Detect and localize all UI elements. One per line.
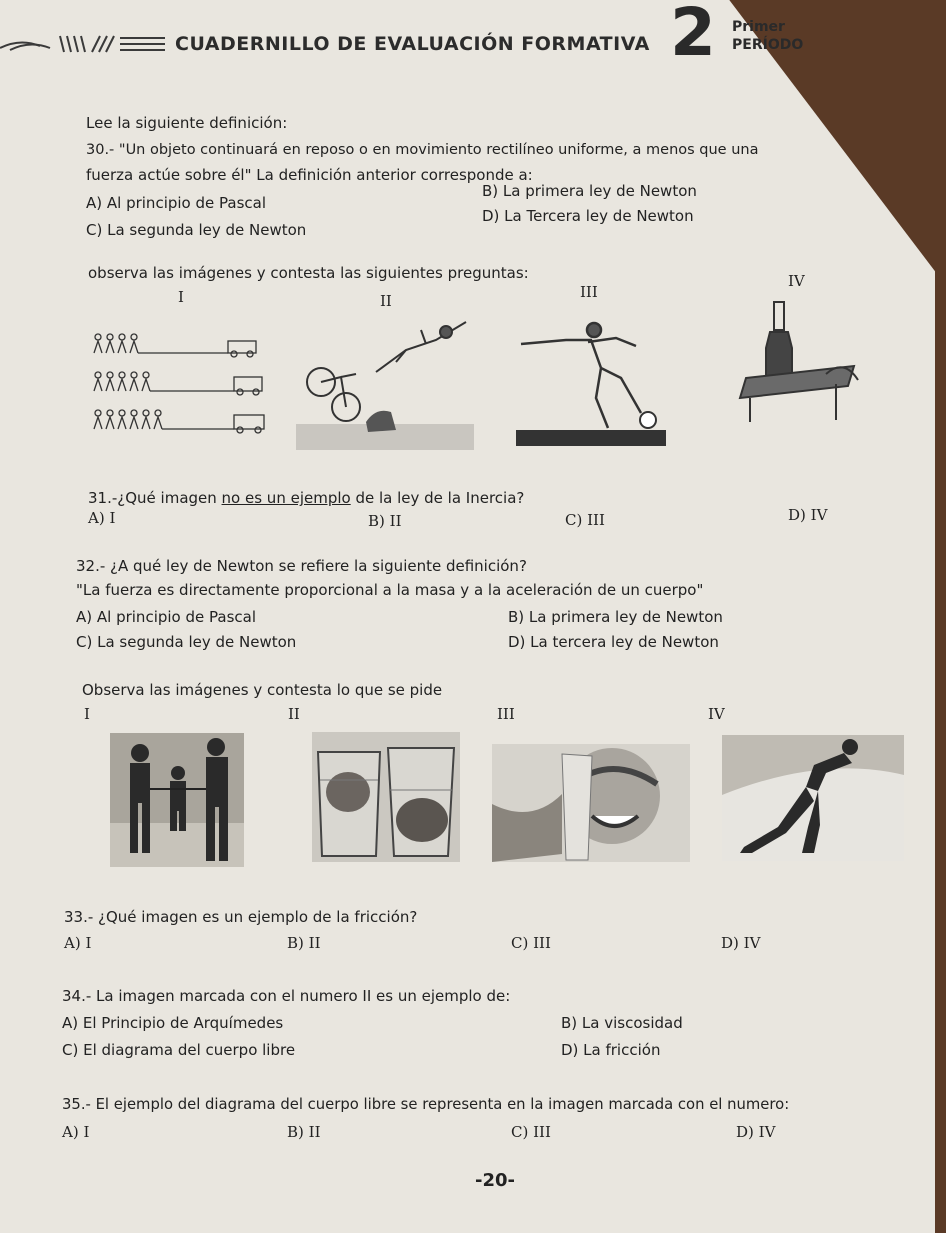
photo-speed-skater	[722, 735, 904, 861]
booklet-title: CUADERNILLO DE EVALUACIÓN FORMATIVA	[175, 33, 650, 55]
q34-option-d[interactable]: D) La fricción	[561, 1041, 661, 1059]
section2-label-4: IV	[708, 705, 725, 723]
q35-option-b[interactable]: B) II	[287, 1123, 321, 1141]
decorative-stripes-icon	[0, 34, 170, 54]
q33-text: 33.- ¿Qué imagen es un ejemplo de la fricción?	[64, 908, 418, 926]
q32-text-line1: 32.- ¿A qué ley de Newton se refiere la siguiente definición?	[76, 557, 527, 575]
q32-option-a[interactable]: A) Al principio de Pascal	[76, 608, 256, 626]
q31-option-b[interactable]: B) II	[368, 512, 402, 530]
image-people-cars	[88, 325, 278, 445]
section1-label-4: IV	[788, 272, 805, 290]
booklet-number: 2	[670, 0, 716, 71]
image-cyclist-fall	[296, 312, 474, 452]
intro-text: Lee la siguiente definición:	[86, 114, 288, 132]
q33-option-d[interactable]: D) IV	[721, 934, 761, 952]
section2-label-2: II	[288, 705, 300, 723]
q33-option-c[interactable]: C) III	[511, 934, 551, 952]
section1-label-3: III	[580, 283, 598, 301]
q32-option-d[interactable]: D) La tercera ley de Newton	[508, 633, 719, 651]
page-header	[0, 0, 946, 80]
q30-text-line2: fuerza actúe sobre él" La definición anterior corresponde a:	[86, 166, 533, 184]
q35-text: 35.- El ejemplo del diagrama del cuerpo libre se representa en la imagen marcada con el numero:	[62, 1096, 790, 1113]
q30-option-a[interactable]: A) Al principio de Pascal	[86, 194, 266, 212]
q31-option-d[interactable]: D) IV	[788, 506, 828, 524]
period-label: Primer PERÍODO	[732, 19, 804, 53]
section1-label-1: I	[178, 288, 184, 306]
photo-tug-of-war	[110, 733, 244, 867]
section1-instruction: observa las imágenes y contesta las siguientes preguntas:	[88, 264, 529, 282]
q33-option-a[interactable]: A) I	[64, 934, 92, 952]
q30-option-c[interactable]: C) La segunda ley de Newton	[86, 221, 307, 239]
section2-label-3: III	[497, 705, 515, 723]
section2-label-1: I	[84, 705, 90, 723]
q31-option-a[interactable]: A) I	[88, 509, 116, 527]
q31-option-c[interactable]: C) III	[565, 511, 605, 529]
q32-option-c[interactable]: C) La segunda ley de Newton	[76, 633, 297, 651]
section1-label-2: II	[380, 292, 392, 310]
q35-option-c[interactable]: C) III	[511, 1123, 551, 1141]
q30-text-line1: 30.- "Un objeto continuará en reposo o en movimiento rectilíneo uniforme, a menos que una	[86, 142, 759, 158]
q34-option-c[interactable]: C) El diagrama del cuerpo libre	[62, 1041, 296, 1059]
q31-text: 31.-¿Qué imagen no es un ejemplo de la ley de la Inercia?	[88, 489, 525, 507]
q34-text: 34.- La imagen marcada con el numero II es un ejemplo de:	[62, 987, 511, 1005]
page-number: -20-	[475, 1170, 515, 1191]
section2-instruction: Observa las imágenes y contesta lo que se pide	[82, 681, 443, 699]
q34-option-b[interactable]: B) La viscosidad	[561, 1014, 683, 1032]
photo-glasses-egg	[312, 732, 460, 862]
image-bottle-tablecloth	[736, 298, 864, 430]
q33-option-b[interactable]: B) II	[287, 934, 321, 952]
q34-option-a[interactable]: A) El Principio de Arquímedes	[62, 1014, 284, 1032]
q30-option-d[interactable]: D) La Tercera ley de Newton	[482, 207, 694, 225]
q32-option-b[interactable]: B) La primera ley de Newton	[508, 608, 723, 626]
image-kicking-ball	[516, 318, 666, 446]
photo-child-drinking	[492, 744, 690, 862]
q30-option-b[interactable]: B) La primera ley de Newton	[482, 182, 697, 200]
q35-option-d[interactable]: D) IV	[736, 1123, 776, 1141]
q32-text-line2: "La fuerza es directamente proporcional a la masa y a la aceleración de un cuerpo"	[76, 581, 704, 599]
q35-option-a[interactable]: A) I	[62, 1123, 90, 1141]
